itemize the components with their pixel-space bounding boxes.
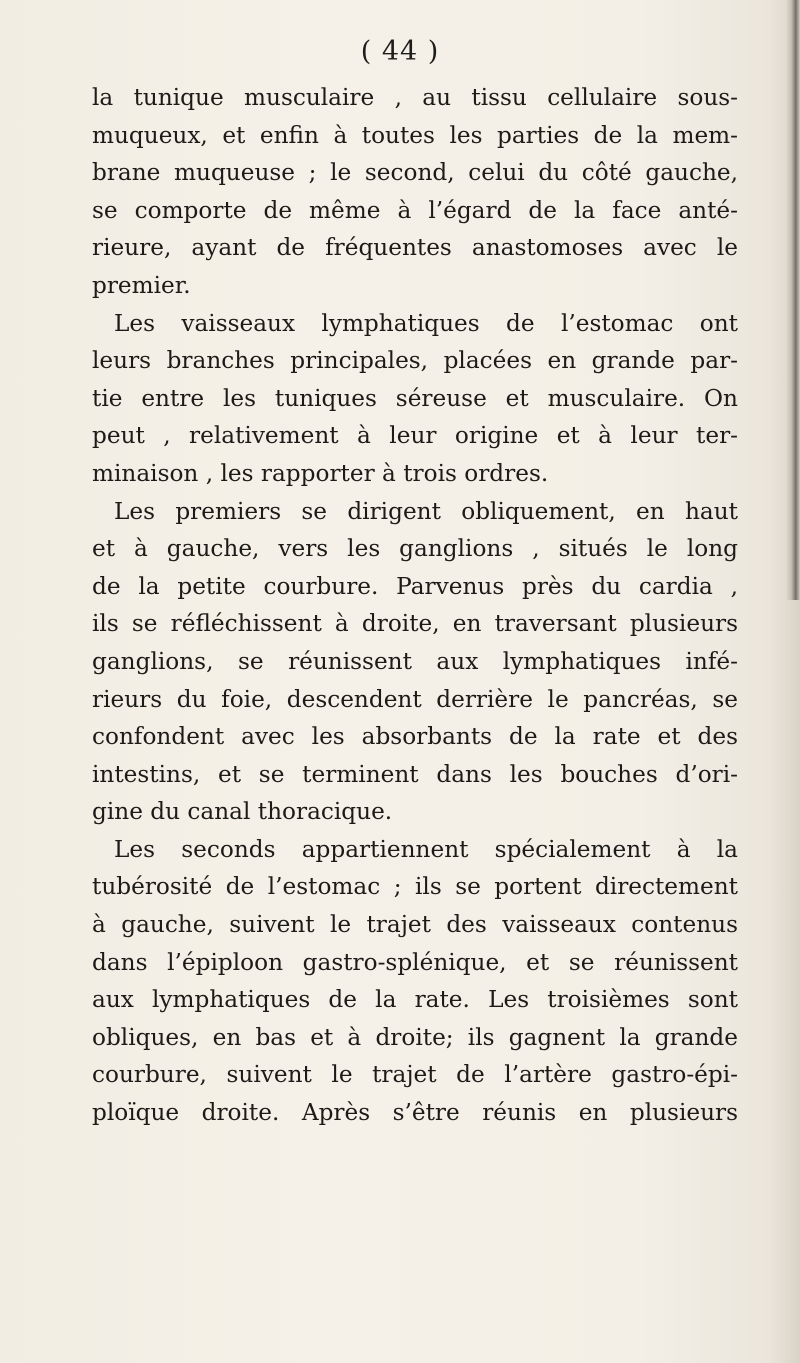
text-line: intestins, et se terminent dans les bouches d’ori- xyxy=(92,760,738,788)
text-line: obliques, en bas et à droite; ils gagnent la grande xyxy=(92,1023,738,1051)
text-line: aux lymphatiques de la rate. Les troisièmes sont xyxy=(92,986,738,1014)
text-line: Les premiers se dirigent obliquement, en haut xyxy=(114,497,738,525)
text-line: tubérosité de l’estomac ; ils se portent directement xyxy=(92,873,738,901)
text-line: se comporte de même à l’égard de la face anté- xyxy=(92,196,738,224)
text-line: ganglions, se réunissent aux lymphatiques infé- xyxy=(92,647,738,675)
text-line: premier. xyxy=(92,271,191,299)
text-line: Les seconds appartiennent spécialement à la xyxy=(114,835,738,863)
text-line: Les vaisseaux lymphatiques de l’estomac ont xyxy=(114,309,738,337)
text-line: minaison , les rapporter à trois ordres. xyxy=(92,459,549,487)
text-line: la tunique musculaire , au tissu cellulaire sous- xyxy=(92,84,738,111)
text-line: rieure, ayant de fréquentes anastomoses avec le xyxy=(92,234,738,262)
page-number: ( 44 ) xyxy=(360,36,440,67)
text-line: de la petite courbure. Parvenus près du cardia , xyxy=(92,572,738,600)
text-line: brane muqueuse ; le second, celui du côté gauche, xyxy=(92,159,738,187)
text-line: rieurs du foie, descendent derrière le pancréas, se xyxy=(92,685,738,713)
text-line: muqueux, et enfin à toutes les parties de la mem- xyxy=(92,121,738,149)
text-line: dans l’épiploon gastro-splénique, et se réunissent xyxy=(92,948,738,976)
text-line: ploïque droite. Après s’être réunis en plusieurs xyxy=(92,1099,738,1127)
text-line: peut , relativement à leur origine et à leur ter- xyxy=(92,422,738,450)
text-line: ils se réfléchissent à droite, en traversant plusieurs xyxy=(92,610,738,638)
text-line: confondent avec les absorbants de la rate et des xyxy=(92,723,738,751)
text-line: tie entre les tuniques séreuse et musculaire. On xyxy=(92,384,738,412)
text-line: leurs branches principales, placées en grande par- xyxy=(92,347,738,375)
body-text xyxy=(92,79,738,1132)
page-edge-shadow xyxy=(786,0,800,600)
text-line: et à gauche, vers les ganglions , situés le long xyxy=(92,535,738,563)
text-line: courbure, suivent le trajet de l’artère gastro-épi- xyxy=(92,1061,738,1089)
text-line: à gauche, suivent le trajet des vaisseaux contenus xyxy=(92,911,738,939)
text-line: gine du canal thoracique. xyxy=(92,798,393,826)
